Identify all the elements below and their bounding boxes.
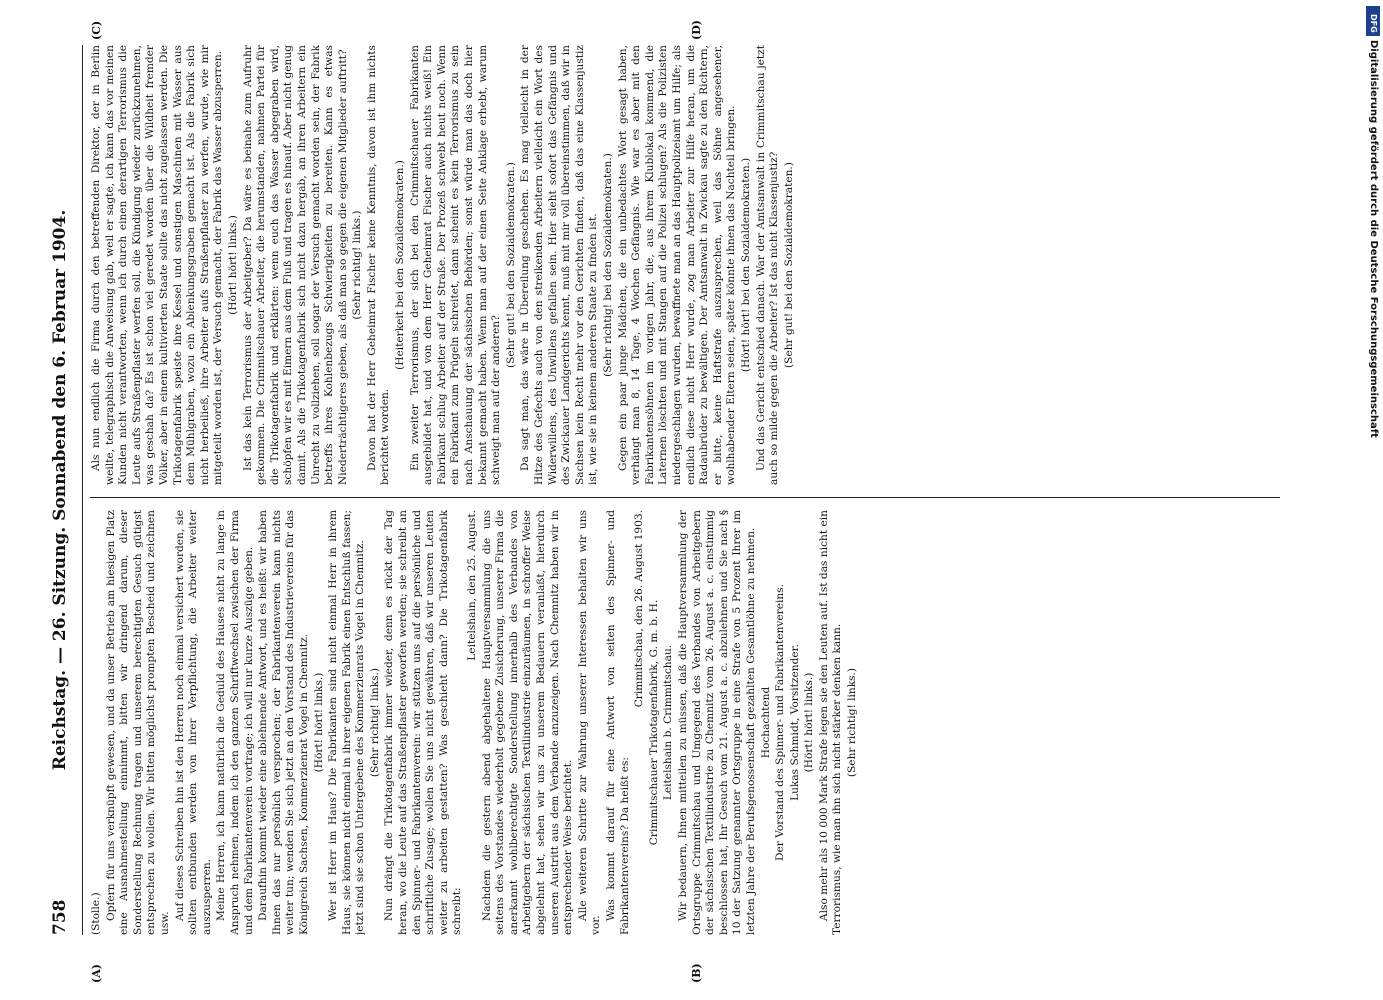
- paragraph: Ein zweiter Terrorismus, der sich bei den Crimmitschauer Fabrikanten ausgebildet hat, und von dem Herr Geheimrat Fischer auch nichts weiß! Ein Fabrikant schlug Arbeiter auf der Straße. Der Prozeß schwebt heut noch. Wenn ein Fabrikant zum Prügeln schreitet, dann scheint es kein Terrorismus zu sein nach Anschauung der sächsischen Behörden; sonst würde man das doch hier bekannt gemacht haben. Wenn man auf der einen Seite Anklage erhebt, warum schweigt man auf der anderen?: [408, 45, 503, 485]
- paragraph: Meine Herren, ich kann natürlich die Geduld des Hauses nicht zu lange in Anspruch nehmen, indem ich den ganzen Schriftwechsel zwischen der Firma und dem Fabrikantenverein vortrage; ich will nur kurze Auszüge geben.: [215, 510, 255, 935]
- letter-addressee: Crimmitschauer Trikotagenfabrik, G. m. b. H.: [647, 599, 660, 846]
- margin-mark-a: (A): [90, 964, 103, 983]
- margin-mark-c: (C): [90, 20, 103, 40]
- paragraph: Und das Gericht entschied danach. War der Amtsanwalt in Crimmitschau jetzt auch so milde gegen die Arbeiter? Ist das nicht Klassenjustiz?: [754, 45, 781, 485]
- paragraph: Ist das kein Terrorismus der Arbeitgeber? Da wäre es beinahe zum Aufruhr gekommen. Die Crimmitschauer Arbeiter, die herumstanden, nahmen Partei für die Trikotagenfabrik und erklärten: wenn euch das Wasser abgegraben wird, schöpfen wir es mit Eimern aus dem Fluß und tragen es hinauf. Aber nicht genug damit. Als die Trikotagenfabrik sich nicht dazu hergab, an ihren Arbeitern ein Unrecht zu vollziehen, soll sogar der Versuch gemacht worden sein, der Fabrik betreffs ihres Kohlenbezugs Schwierigkeiten zu bereiten. Kann es etwas Niederträchtigeres geben, als daß man so gegen die eigenen Mitglieder auftritt?: [241, 45, 349, 485]
- paragraph: Als nun endlich die Firma durch den betreffenden Direktor, der in Berlin weilte, telegraphisch die Anweisung gab, weil er sagte, ich kann das vor meinen Kunden nicht verantworten, wenn ich durch einen derartigen Terrorismus die Leute aufs Straßenpflaster werfen soll, die Kündigung wieder zurückzunehmen, was geschah da? Es ist schon viel geredet worden über die Wildheit fremder Völker, aber in einem kultivierten Staate sollte das nicht zugelassen werden. Die Trikotagenfabrik speiste ihre Kessel und sonstigen Maschinen mit Wasser aus dem Mühlgraben, wozu ein Ablenkungsgraben gemacht ist. Als die Fabrik sich nicht herbeiließ, ihre Arbeiter aufs Straßenpflaster zu werfen, wurde, wie mir mitgeteilt worden ist, der Versuch gemacht, der Fabrik das Wasser abzusperren.: [90, 45, 225, 485]
- letter-signature: Lukas Schmidt, Vorsitzender.: [788, 644, 801, 801]
- paragraph: Also mehr als 10 000 Mark Strafe legen sie den Leuten auf. Ist das nicht ein Terrorismus, wie man ihn sich nicht stärker denken kann.: [817, 510, 844, 935]
- paragraph: Nun drängt die Trikotagenfabrik immer wieder, denn es rückt der Tag heran, wo die Leute auf das Straßenpflaster geworfen werden; sie schreibt an den Spinner- und Fabrikantenverein: wir stützen uns auf die persönliche und schriftliche Zusage; wollen Sie uns nicht gewähren, daß wir unseren Leuten weiter zu arbeiten gestatten? Was geschieht dann? Die Trikotagenfabrik schreibt:: [383, 510, 464, 935]
- interjection: (Hört! hört! links.): [312, 672, 325, 773]
- paragraph: Gegen ein paar junge Mädchen, die ein unbedachtes Wort gesagt haben, verhängt man 8, 14 Tage, 4 Wochen Gefängnis. Wie war es aber mit den Fabrikantensöhnen im vorigen Jahr, die, aus ihrem Klublokal kommend, die Laternen löschten und mit Stangen auf die Polizei schlugen? Als die Polizisten niedergeschlagen wurden, bewaffnete man an das Hauptpolizeiamt um Hilfe; als endlich diese nicht Herr wurde, zog man Arbeiter zur Hilfe heran, um die Radaubrüder zu bewältigen. Der Amtsanwalt in Zwickau sagte zu den Richtern, er bitte, keine Haftstrafe auszusprechen, weil das Söhne angesehener, wohlhabender Eltern seien, später könnte ihnen das Nachteil bringen.: [616, 45, 738, 485]
- paragraph: Da sagt man, das wäre in Übereilung geschehen. Es mag vielleicht in der Hitze des Gefechts auch von den streikenden Arbeitern vielleicht ein Wort des Widerwillens, des Unwillens gefallen sein. Hier sieht sofort das Gefängnis und des Zwickauer Landgerichts kennt, muß mit mir voll übereinstimmen, daß wir in Sachsen kein Recht mehr vor den Gerichten finden, daß das eine Klassenjustiz ist, wie sie in keinem anderen Staate zu finden ist.: [519, 45, 600, 485]
- letter-dateline: Leitelshain, den 25. August.: [466, 510, 479, 661]
- left-column: [90, 510, 1280, 935]
- header-rule: [82, 45, 83, 935]
- paragraph: Davon hat der Herr Geheimrat Fischer keine Kenntnis, davon ist ihm nichts berichtet worden.: [365, 45, 392, 485]
- interjection: (Sehr richtig! links.): [846, 667, 859, 778]
- interjection: (Sehr richtig! bei den Sozialdemokraten.): [601, 153, 614, 377]
- interjection: (Hört! hört! bei den Sozialdemokraten.): [739, 157, 752, 373]
- interjection: (Sehr gut! bei den Sozialdemokraten.): [504, 162, 517, 368]
- interjection: (Heiterkeit bei den Sozialdemokraten.): [394, 160, 407, 370]
- letter-addressee: Leitelshain b. Crimmitschau.: [662, 644, 675, 801]
- speaker-label: (Stolle.): [90, 892, 102, 935]
- rotated-page: [50, 20, 1295, 983]
- dfg-logo: [1366, 6, 1380, 36]
- column-divider: [90, 497, 1280, 498]
- page-title: Reichstag. — 26. Sitzung. Sonnabend den 6. Februar 1904.: [50, 209, 70, 771]
- margin-mark-d: (D): [690, 20, 703, 40]
- letter-body: Wir bedauern, Ihnen mitteilen zu müssen, daß die Hauptversammlung der Ortsgruppe Crimmitschau und Umgegend des Verbandes von Arbeitgebern der sächsischen Textilindustrie zu Chemnitz vom 26. August a. c. einstimmig beschlossen hat, Ihr Gesuch vom 21. August a. c. abzulehnen und Sie nach § 10 der Satzung genannter Ortsgruppe in eine Strafe von 5 Prozent Ihrer im letzten Jahre der Berufsgenossenschaft gezahlten Gesamtlöhne zu nehmen.: [676, 510, 757, 935]
- letter-dateline: Crimmitschau, den 26. August 1903.: [633, 510, 646, 708]
- letter-closing: Hochachtend: [759, 686, 772, 759]
- interjection: (Sehr richtig! links.): [368, 667, 381, 778]
- paragraph: Daraufhin kommt wieder eine ablehnende Antwort, und es heißt: wir haben Ihnen das nur persönlich versprochen; der Fabrikantenverein kann nichts weiter tun; wenden Sie sich jetzt an den Vorstand des Industrievereins für das Königreich Sachsen, Kommerzienrat Vogel in Chemnitz.: [257, 510, 310, 935]
- interjection: (Sehr richtig! links.): [351, 210, 364, 320]
- letter-signature: Der Vorstand des Spinner- und Fabrikantenvereins.: [774, 584, 787, 861]
- digitization-note: Digitalisierung gefördert durch die Deutsche Forschungsgemeinschaft: [1368, 40, 1379, 438]
- paragraph: Wer ist Herr im Haus? Die Fabrikanten sind nicht einmal Herr in ihrem Haus, sie können nicht einmal in ihrer eigenen Fabrik einen Entschluß fassen; jetzt sind sie schon Untergebene des Kommerzienrats Vogel in Chemnitz.: [327, 510, 367, 935]
- letter-body: Alle weiteren Schritte zur Wahrung unserer Interessen behalten wir uns vor.: [576, 510, 603, 935]
- margin-mark-b: (B): [690, 963, 703, 983]
- dfg-logo-text: DFG: [1369, 14, 1378, 33]
- page-number: 758: [50, 899, 70, 935]
- interjection: (Sehr gut! bei den Sozialdemokraten.): [782, 162, 795, 368]
- right-column: [90, 45, 1280, 485]
- interjection: (Hört! hört! links.): [226, 215, 239, 315]
- interjection: (Hört! hört! links.): [803, 672, 816, 773]
- paragraph: Opfern für uns verknüpft gewesen, und da unser Betrieb am hiesigen Platz eine Ausnahmestellung einnimmt, bitten wir dringend darum, dieser Sonderstellung Rechnung tragen und unserem berechtigten Gesuch gütigst entsprechen zu wollen. Wir bitten möglichst prompten Bescheid und zeichnen usw.: [104, 510, 171, 935]
- letter-body: Nachdem die gestern abend abgehaltene Hauptversammlung die uns seitens des Vorstandes wiederholt gegebene Zusicherung, unserer Firma die anerkannt wohlberechtigte Sonderstellung innerhalb des Verbandes von Arbeitgebern der sächsischen Textilindustrie einzuräumen, in schroffer Weise abgelehnt hat, sehen wir uns zu unserem Bedauern veranlaßt, hierdurch unseren Austritt aus dem Verbande anzuzeigen. Nach Chemnitz haben wir in entsprechender Weise berichtet.: [480, 510, 575, 935]
- paragraph: Was kommt darauf für eine Antwort von seiten des Spinner- und Fabrikantenvereins? Da heißt es:: [604, 510, 631, 935]
- page-header: [50, 45, 80, 935]
- paragraph: Auf dieses Schreiben hin ist den Herren noch einmal versichert worden, sie sollten entbunden werden von ihrer Verpflichtung, die Arbeiter weiter auszusperren.: [173, 510, 213, 935]
